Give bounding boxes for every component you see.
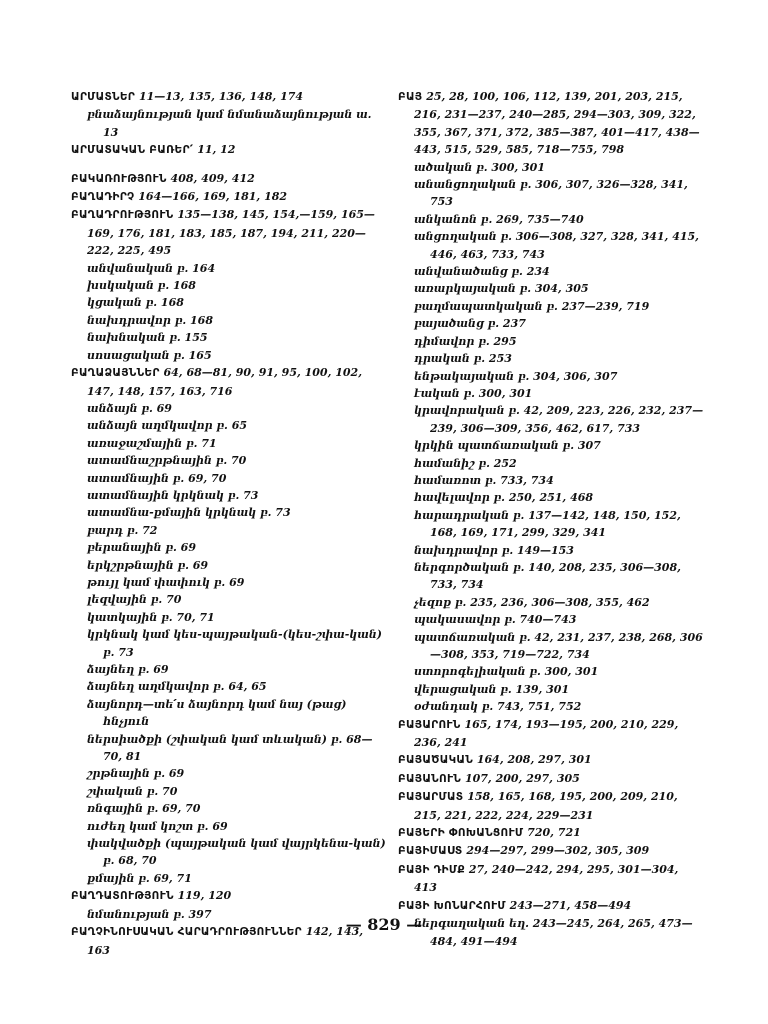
index-term: ԲԱՅԻ ԽՈՆԱՐՀՈՒՄ [398, 899, 506, 912]
index-subentry [398, 211, 704, 228]
index-term: ԲԱՅԱՐՈՒՆ [398, 718, 461, 731]
index-subentry [398, 489, 704, 506]
index-column-right [398, 88, 704, 950]
index-entry [398, 88, 704, 159]
index-refs: խսկական բ. 168 [87, 279, 196, 293]
index-refs: 720, 721 [527, 826, 581, 840]
index-subentry [398, 594, 704, 611]
index-refs: 64, 68—81, 90, 91, 95, 100, 102, 147, 148, 157, 163, 716 [87, 366, 363, 398]
page-number: — 829 — [345, 915, 423, 934]
index-subentry [71, 783, 387, 800]
index-refs: ատամնա-քմային կրկնակ բ. 73 [87, 506, 291, 520]
index-refs: չեզոք բ. 235, 236, 306—308, 355, 462 [414, 595, 650, 609]
index-subentry [398, 559, 704, 594]
index-refs: նախդրավոր բ. 168 [87, 313, 213, 327]
index-refs: 294—297, 299—302, 305, 309 [466, 844, 650, 858]
index-subentry [398, 298, 704, 315]
index-term: ԲԱՂԱԴՐՈՒԹՅՈՒՆ [71, 209, 174, 222]
index-subentry [71, 329, 387, 346]
index-subentry [71, 800, 387, 817]
index-refs: 119, 120 [177, 889, 232, 903]
index-refs: դրական բ. 253 [414, 352, 512, 366]
index-refs: ատամնաշրթնային բ. 70 [87, 454, 247, 468]
index-refs: առաջաշմային բ. 71 [87, 436, 217, 450]
index-entry [398, 897, 704, 915]
index-refs: բարդ բ. 72 [87, 523, 158, 537]
index-entry [71, 170, 387, 188]
index-subentry [71, 678, 387, 695]
index-subentry [398, 228, 704, 263]
index-refs: դիմավոր բ. 295 [414, 334, 517, 348]
index-subentry [71, 835, 387, 870]
index-refs: վերացական բ. 139, 301 [414, 682, 570, 696]
index-entry [398, 751, 704, 769]
index-refs: պատճառական բ. 42, 231, 237, 238, 268, 306—308, 353, 719—722, 734 [414, 630, 703, 661]
index-term: ԲԱՂԱՁԱՅՆՆԵՐ [71, 367, 160, 380]
index-term: ԲԱԿԱՌՈՒԹՅՈՒՆ [71, 172, 167, 185]
index-refs: ռնգային բ. 69, 70 [87, 802, 201, 816]
index-refs: անձայն աղմկավոր բ. 65 [87, 419, 247, 433]
index-entry [71, 188, 387, 206]
index-subentry [71, 661, 387, 678]
index-subentry [71, 504, 387, 521]
index-refs: հավելավոր բ. 250, 251, 468 [414, 491, 594, 505]
index-entry [398, 788, 704, 824]
index-refs: ստորոգելիական բ. 300, 301 [414, 665, 599, 679]
index-subentry [398, 159, 704, 176]
index-subentry [398, 472, 704, 489]
index-subentry [71, 870, 387, 887]
index-refs: նմանության բ. 397 [87, 907, 212, 921]
index-entry [71, 887, 387, 905]
index-refs: ձայնորդ—տե՛ս ձայնորդ կամ նայ (թաց) հնչյուն [87, 697, 347, 729]
index-refs: 408, 409, 412 [170, 171, 255, 185]
index-subentry [71, 591, 387, 608]
index-term: ԲԱՅ [398, 91, 423, 103]
index-refs: փակվածքի (պայթական կամ վայրկենա-կան) բ. 68, 70 [87, 837, 386, 868]
index-refs: բերանային բ. 69 [87, 541, 196, 555]
index-subentry [398, 368, 704, 385]
index-refs: ատամնային բ. 69, 70 [87, 471, 227, 485]
index-subentry [71, 417, 387, 434]
index-refs: կրկին պատճառական բ. 307 [414, 439, 601, 453]
index-entry [398, 770, 704, 788]
index-subentry [71, 435, 387, 452]
index-refs: բայածանց բ. 237 [414, 317, 526, 331]
index-refs: 11, 12 [197, 143, 236, 157]
index-subentry [398, 350, 704, 367]
index-subentry [398, 333, 704, 350]
index-subentry [71, 765, 387, 782]
index-refs: շփական բ. 70 [87, 784, 178, 798]
index-term: ԲԱՂԴԱՏՈՒԹՅՈՒՆ [71, 890, 174, 903]
index-subentry [398, 698, 704, 715]
index-refs: անձայն բ. 69 [87, 401, 172, 415]
index-subentry [398, 629, 704, 664]
index-refs: ներսիածքի (շփական կամ տևական) բ. 68—70, 81 [87, 732, 373, 764]
index-term: ԲԱՅԱՆՈՒՆ [398, 772, 462, 785]
index-refs: շրթնային բ. 69 [87, 767, 185, 781]
index-term: ԲԱՅԱՐՄԱՏ [398, 791, 464, 804]
index-refs: ածական բ. 300, 301 [414, 160, 545, 174]
index-subentry [71, 452, 387, 469]
index-entry [71, 206, 387, 259]
index-entry [71, 88, 387, 106]
index-subentry [71, 294, 387, 311]
index-refs: կրկնակ կամ կես-պայթական-(կես-շփա-կան) բ. 73 [87, 628, 382, 659]
index-refs: ներգործական բ. 140, 208, 235, 306—308, 733, 734 [414, 560, 681, 592]
index-subentry [398, 263, 704, 280]
index-refs: լեզվային բ. 70 [87, 593, 182, 607]
index-refs: 164—166, 169, 181, 182 [138, 190, 288, 204]
index-entry [71, 141, 387, 159]
index-refs: քմային բ. 69, 71 [87, 871, 192, 885]
index-refs: 107, 200, 297, 305 [464, 771, 580, 785]
index-refs: ներգաղական եղ. 243—245, 264, 265, 473—484, 491—494 [414, 917, 693, 948]
index-refs: թույլ կամ փափուկ բ. 69 [87, 575, 245, 589]
index-refs: անանցողական բ. 306, 307, 326—328, 341, 753 [414, 178, 688, 209]
index-subentry [398, 402, 704, 437]
index-refs: ուժեղ կամ կոշտ բ. 69 [87, 819, 228, 833]
index-refs: համանիշ բ. 252 [414, 456, 517, 470]
index-subentry [71, 347, 387, 364]
index-refs: 164, 208, 297, 301 [476, 753, 592, 767]
index-refs: նախնական բ. 155 [87, 331, 208, 345]
index-subentry [398, 437, 704, 454]
index-refs: օժանդակ բ. 743, 751, 752 [414, 700, 582, 714]
index-entry [398, 824, 704, 842]
index-subentry [398, 385, 704, 402]
index-column-left [71, 88, 387, 959]
index-subentry [71, 574, 387, 591]
index-entry [398, 842, 704, 860]
index-subentry [71, 400, 387, 417]
index-refs: անցողական բ. 306—308, 327, 328, 341, 415, 446, 463, 733, 743 [414, 230, 699, 261]
index-entry [71, 364, 387, 400]
index-subentry [398, 663, 704, 680]
index-subentry [71, 626, 387, 661]
index-refs: 142, 143, 163 [87, 925, 364, 957]
index-subentry [71, 696, 387, 731]
index-subentry [71, 260, 387, 277]
index-subentry [398, 542, 704, 559]
index-refs: անվանածանց բ. 234 [414, 265, 550, 279]
index-gap [71, 160, 387, 170]
index-subentry [398, 176, 704, 211]
index-term: ԲԱՅԻՄԱՍՏ [398, 845, 463, 858]
index-refs: ենթակայական բ. 304, 306, 307 [414, 369, 618, 383]
index-term: ԲԱՂԱԴԻՐՉ [71, 191, 135, 204]
index-refs: առարկայական բ. 304, 305 [414, 282, 589, 296]
index-refs: էական բ. 300, 301 [414, 386, 533, 400]
index-refs: 243—271, 458—494 [509, 898, 632, 912]
index-term: ԲԱՂՉԻՆՈՒՍԱԿԱՆ ՀԱՐԱԴՐՈՒԹՅՈՒՆՆԵՐ [71, 926, 302, 939]
index-subentry [71, 277, 387, 294]
index-subentry [71, 470, 387, 487]
index-term: ԱՐՄԱՏՆԵՐ [71, 91, 136, 103]
index-refs: անվանական բ. 164 [87, 261, 216, 275]
index-subentry [398, 455, 704, 472]
index-refs: նախդրավոր բ. 149—153 [414, 543, 574, 557]
index-term: ԲԱՅԻ ԴԻՄՔ [398, 863, 465, 876]
index-subentry [71, 312, 387, 329]
index-term: ԲԱՅԱԾԱԿԱՆ [398, 754, 474, 767]
index-term: ԱՐՄԱՏԱԿԱՆ ԲԱՌԵՐ՛ [71, 144, 194, 157]
index-refs: երկշրթնային բ. 69 [87, 558, 209, 572]
index-refs: 27, 240—242, 294, 295, 301—304, 413 [414, 862, 679, 895]
index-refs: պակասավոր բ. 740—743 [414, 613, 577, 627]
index-refs: ձայնեղ աղմկավոր բ. 64, 65 [87, 680, 267, 694]
index-subentry [71, 609, 387, 626]
index-subentry [71, 731, 387, 766]
index-refs: սոսացական բ. 165 [87, 348, 212, 362]
index-refs: համառոտ բ. 733, 734 [414, 473, 554, 487]
index-refs: հարադրական բ. 137—142, 148, 150, 152, 168, 169, 171, 299, 329, 341 [414, 508, 681, 540]
index-subentry [71, 522, 387, 539]
index-entry [398, 861, 704, 897]
index-refs: կցական բ. 168 [87, 296, 184, 310]
index-refs: 165, 174, 193—195, 200, 210, 229, 236, 241 [414, 717, 679, 750]
index-refs: 11—13, 135, 136, 148, 174 [138, 90, 304, 103]
index-entry [398, 716, 704, 752]
index-term: ԲԱՅԵՐԻ ՓՈԽԱՆՑՈՒՄ [398, 827, 524, 840]
index-refs: ատամնային կրկնակ բ. 73 [87, 488, 259, 502]
index-subentry [71, 106, 387, 141]
index-subentry [398, 507, 704, 542]
index-refs: 25, 28, 100, 106, 112, 139, 201, 203, 215, 216, 231—237, 240—285, 294—303, 309, 322, 355, 367, 371, 372, 385—387, 401—417, 438—443, 515, 529, 585, 718—755, 798 [414, 90, 700, 157]
index-refs: բնաձայնության կամ նմանաձայնության ա. 13 [87, 108, 372, 139]
index-refs: կատկային բ. 70, 71 [87, 610, 215, 624]
index-subentry [398, 280, 704, 297]
index-subentry [398, 315, 704, 332]
index-subentry [71, 557, 387, 574]
index-subentry [398, 681, 704, 698]
index-refs: 158, 165, 168, 195, 200, 209, 210, 215, 221, 222, 224, 229—231 [414, 790, 678, 822]
index-subentry [71, 487, 387, 504]
index-subentry [71, 539, 387, 556]
index-refs: 135—138, 145, 154,—159, 165—169, 176, 181, 183, 185, 187, 194, 211, 220—222, 225, 495 [87, 208, 375, 258]
index-refs: բաղմապատկական բ. 237—239, 719 [414, 299, 650, 313]
index-subentry [71, 818, 387, 835]
index-refs: անկանոն բ. 269, 735—740 [414, 212, 584, 226]
index-refs: ձայնեղ բ. 69 [87, 663, 169, 676]
index-refs: կրավորական բ. 42, 209, 223, 226, 232, 237—239, 306—309, 356, 462, 617, 733 [414, 404, 704, 435]
index-subentry [398, 611, 704, 628]
